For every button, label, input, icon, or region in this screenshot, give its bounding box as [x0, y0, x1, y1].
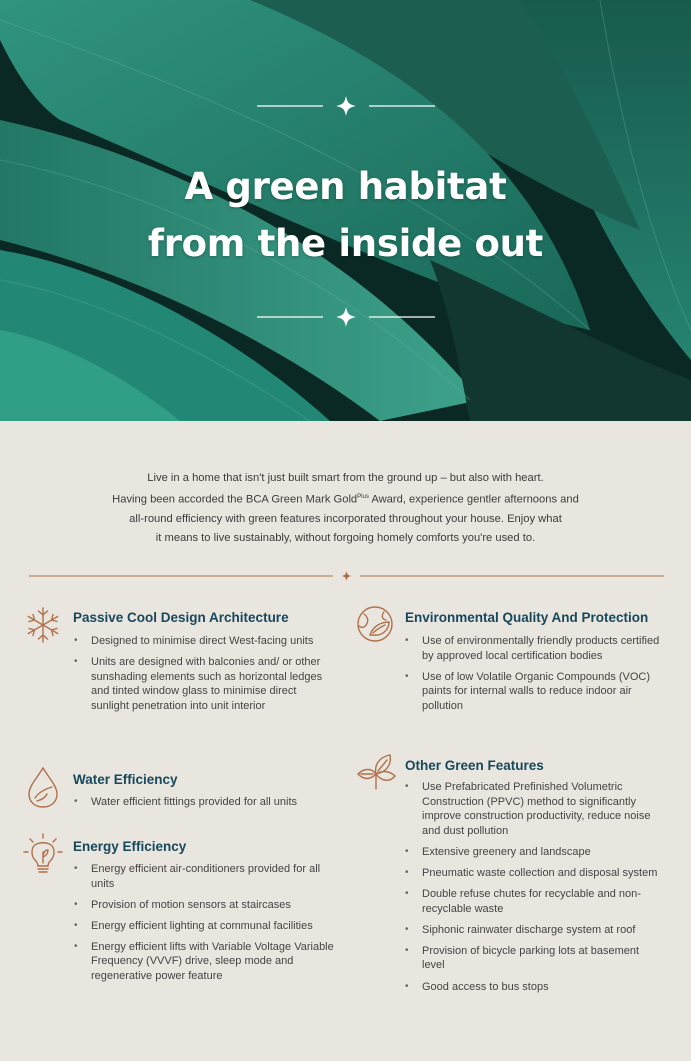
- intro-line-2: [60, 488, 631, 510]
- list-item: • Use of environmentally friendly products certified by approved local certification bodies: [404, 634, 662, 663]
- intro-line-3: all-round efficiency with green features incorporated throughout your house. Enjoy what: [129, 512, 562, 525]
- list-item: • Units are designed with balconies and/ or other sunshading elements such as horizontal ledges and tinted window glass to minimise direct sunlight penetration into unit interior: [73, 655, 335, 713]
- leaves-icon: [354, 752, 400, 792]
- hero-title-line-1: A green habitat: [184, 165, 507, 208]
- list-item: • Provision of bicycle parking lots at basement level: [404, 944, 662, 973]
- light-bulb-icon: [22, 833, 64, 877]
- list-item: • Energy efficient air-conditioners provided for all units: [73, 862, 335, 891]
- list-item: • Designed to minimise direct West-facing units: [73, 634, 335, 649]
- top-sparkle-ornament: [257, 96, 435, 116]
- list-item: • Siphonic rainwater discharge system at roof: [404, 923, 662, 938]
- list-item: • Good access to bus stops: [404, 980, 662, 995]
- environmental-quality-title: Environmental Quality And Protection: [405, 610, 649, 625]
- bottom-sparkle-ornament: [257, 307, 435, 327]
- water-drop-icon: [25, 765, 61, 809]
- snowflake-icon: [23, 605, 63, 645]
- list-item: • Energy efficient lifts with Variable Voltage Variable Frequency (VVVF) drive, sleep mode and regenerative power feature: [73, 940, 335, 984]
- intro-line-2-start: Having been accorded the BCA Green Mark Gold: [112, 493, 358, 506]
- intro-paragraph: [60, 469, 631, 548]
- list-item: • Pneumatic waste collection and disposal system: [404, 866, 662, 881]
- list-item: • Provision of motion sensors at staircases: [73, 898, 335, 913]
- energy-efficiency-list: [73, 862, 335, 990]
- energy-efficiency-title: Energy Efficiency: [73, 839, 187, 854]
- water-efficiency-title: Water Efficiency: [73, 772, 178, 787]
- section-divider: [29, 569, 664, 583]
- list-item: • Water efficient fittings provided for all units: [73, 795, 343, 810]
- hero-title: [0, 158, 691, 272]
- list-item: • Double refuse chutes for recyclable and non-recyclable waste: [404, 887, 662, 916]
- list-item: • Extensive greenery and landscape: [404, 845, 662, 860]
- intro-line-4: it means to live sustainably, without forgoing homely comforts you're used to.: [155, 531, 536, 544]
- intro-line-2-end: Award, experience gentler afternoons and: [368, 493, 579, 506]
- passive-cool-design-list: [73, 634, 335, 720]
- environmental-quality-list: [404, 634, 662, 720]
- eco-globe-icon: [354, 604, 396, 644]
- list-item: • Energy efficient lighting at communal facilities: [73, 919, 335, 934]
- hero-title-line-2: from the inside out: [147, 222, 544, 265]
- intro-line-1: Live in a home that isn't just built smart from the ground up – but also with heart.: [147, 472, 544, 484]
- water-efficiency-list: [73, 795, 343, 816]
- list-item: • Use Prefabricated Prefinished Volumetric Construction (PPVC) method to significantly improve construction productivity, reduce noise and dust pollution: [404, 780, 662, 838]
- other-green-features-title: Other Green Features: [405, 758, 544, 773]
- passive-cool-design-title: Passive Cool Design Architecture: [73, 610, 289, 625]
- hero-banner: [0, 0, 691, 421]
- award-plus-superscript: Plus: [357, 494, 369, 500]
- other-green-features-list: [404, 780, 662, 1001]
- list-item: • Use of low Volatile Organic Compounds (VOC) paints for internal walls to reduce indoor air pollution: [404, 670, 662, 714]
